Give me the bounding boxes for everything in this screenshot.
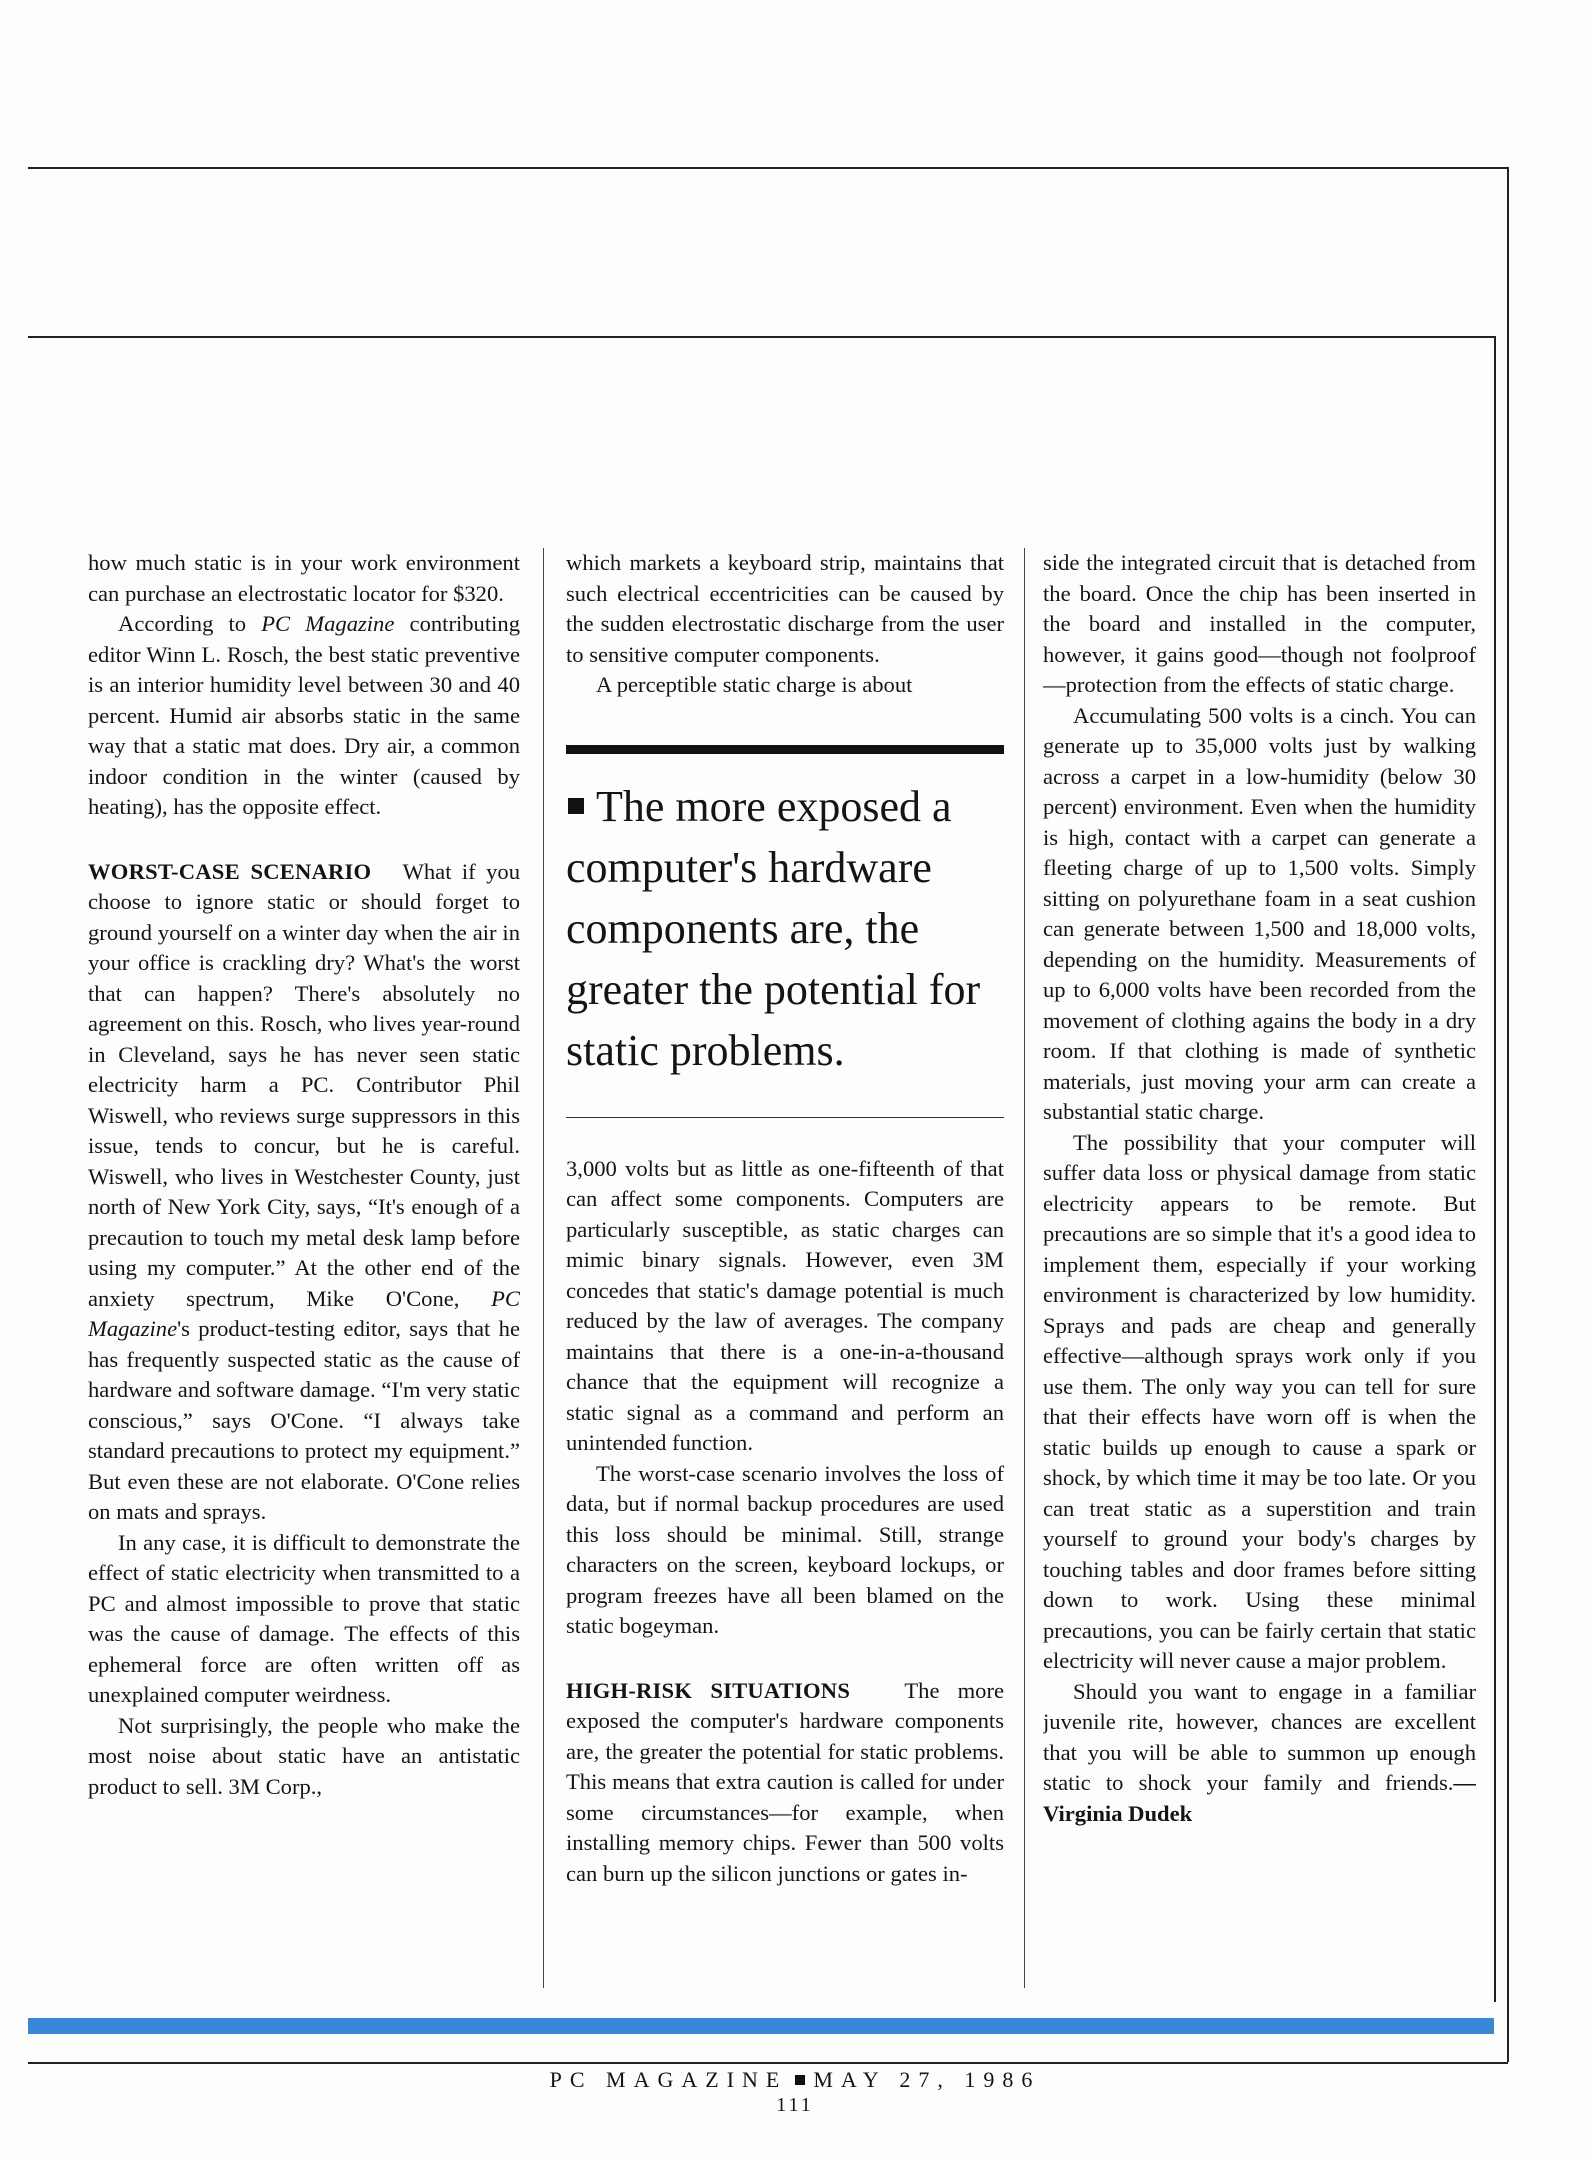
accent-bar [28, 2018, 1494, 2034]
footer-date: MAY 27, 1986 [813, 2067, 1041, 2092]
square-separator-icon [795, 2075, 805, 2085]
square-bullet-icon [568, 798, 584, 814]
text-run: What if you choose to ignore static or should forget to ground yourself on a winter day when the air in your office is crackling dry? What's the worst that can happen? There's absolutely no agreement on this. Rosch, who lives year-round in Cleveland, says he has never seen static electricity harm a PC. Contributor Phil Wiswell, who reviews surge suppressors in this issue, tends to concur, but he is careful. Wiswell, who lives in Westchester County, just north of New York City, says, “It's enough of a precaution to touch my metal desk lamp before using my computer.” At the other end of the anxiety spectrum, Mike O'Cone, [88, 858, 520, 1311]
text-run: 's product-testing editor, says that he has frequently suspected static as the cause of hardware and software damage. “I'm very static conscious,” says O'Cone. “I always take standard precautions to protect my equipment.” But even these are not elaborate. O'Cone relies on mats and sprays. [88, 1316, 520, 1524]
text-run: The more exposed the computer's hardware components are, the greater the potential for static problems. This means that extra caution is called for under some circumstances—for example, when installing memory chips. Fewer than 500 volts can burn up the silicon junctions or gates in- [566, 1677, 1004, 1886]
paragraph: side the integrated circuit that is detached from the board. Once the chip has been inserted in the board and installed in the computer, however, it gains good—though not foolproof—protection from the effects of static charge. [1043, 550, 1476, 697]
publication-name: PC Magazine [261, 611, 395, 636]
text-run: contributing editor Winn L. Rosch, the best static preventive is an interior humidity level between 30 and 40 percent. Humid air absorbs static in the same way that a static mat does. Dry air, a common indoor condition in the winter (caused by heating), has the opposite effect. [88, 611, 520, 819]
column-divider [543, 548, 544, 1988]
paragraph: Not surprisingly, the people who make the most noise about static have an antistatic product to sell. 3M Corp., [88, 1712, 520, 1799]
paragraph: which markets a keyboard strip, maintains that such electrical eccentricities can be caused by the sudden electrostatic discharge from the user to sensitive computer components. [566, 550, 1004, 667]
paragraph: In any case, it is difficult to demonstrate the effect of static electricity when transmitted to a PC and almost impossible to prove that static was the cause of damage. The effects of this ephemeral force are often written off as unexplained computer weirdness. [88, 1529, 520, 1707]
paragraph [1043, 1677, 1476, 1830]
frame-right-inner-rule [1494, 336, 1496, 2002]
article-column-1 [88, 548, 520, 1988]
pull-quote [566, 745, 1004, 1118]
publication-name: PC Magazine [88, 1285, 520, 1341]
footer-publication: PC MAGAZINE [549, 2067, 788, 2092]
paragraph: The possibility that your computer will suffer data loss or physical damage from static electricity appears to be remote. But precautions are so simple that it's a good idea to implement them, especially if your working environment is characterized by low humidity. Sprays and pads are cheap and generally effective—although sprays work only if you use them. The only way you can tell for sure that their effects have worn off is when the static builds up enough to cause a spark or shock, by which time it may be too late. Or you can treat static as a superstition and train yourself to ground your body's charges by touching tables and door frames before sitting down to work. Using these minimal precautions, you can be fairly certain that static electricity will never cause a major problem. [1043, 1129, 1476, 1673]
paragraph [88, 857, 520, 1528]
section-heading-worst-case: WORST-CASE SCENARIO [88, 858, 372, 884]
section-heading-high-risk: HIGH-RISK SITUATIONS [566, 1677, 851, 1703]
paragraph: Accumulating 500 volts is a cinch. You can generate up to 35,000 volts just by walking across a carpet in a low-humidity (below 30 percent) environment. Even when the humidity is high, contact with a carpet can generate a fleeting charge of up to 1,500 volts. Simply sitting on polyurethane foam in a seat cushion can generate between 1,500 and 18,000 volts, depending on the humidity. Measurements of up to 6,000 volts have been recorded from the movement of clothing agains the body in a dry room. If that clothing is made of synthetic materials, just moving your arm can create a substantial static charge. [1043, 702, 1476, 1124]
page-footer [0, 2067, 1590, 2093]
text-run: According to [118, 611, 262, 636]
pull-quote-text: The more exposed a computer's hardware components are, the greater the potential for static problems. [566, 781, 981, 1075]
paragraph: The worst-case scenario involves the loss of data, but if normal backup procedures are used this loss should be minimal. Still, strange characters on the screen, keyboard lockups, or program freezes have all been blamed on the static bogeyman. [566, 1460, 1004, 1638]
frame-top-rule [28, 167, 1508, 169]
article-column-3 [1043, 548, 1476, 1988]
frame-inner-top-rule [28, 336, 1494, 338]
paragraph [88, 609, 520, 823]
column-divider [1024, 548, 1025, 1988]
paragraph [566, 1676, 1004, 1890]
paragraph: 3,000 volts but as little as one-fifteenth of that can affect some components. Computers are particularly susceptible, as static charges can mimic binary signals. However, even 3M concedes that static's damage potential is much reduced by the law of averages. The company maintains that there is a one-in-a-thousand chance that the equipment will recognize a static signal as a command and perform an unintended function. [566, 1155, 1004, 1455]
page-number: 111 [776, 2094, 814, 2116]
paragraph: A perceptible static charge is about [596, 672, 913, 697]
author-byline: —Virginia Dudek [1043, 1770, 1476, 1826]
paragraph: how much static is in your work environment can purchase an electrostatic locator for $320. [88, 550, 520, 606]
article-column-2 [566, 548, 1004, 1988]
frame-bottom-rule [28, 2062, 1508, 2064]
frame-right-outer-rule [1507, 167, 1509, 2062]
text-run: Should you want to engage in a familiar juvenile rite, however, chances are excellent that you will be able to summon up enough static to shock your family and friends. [1043, 1678, 1476, 1795]
